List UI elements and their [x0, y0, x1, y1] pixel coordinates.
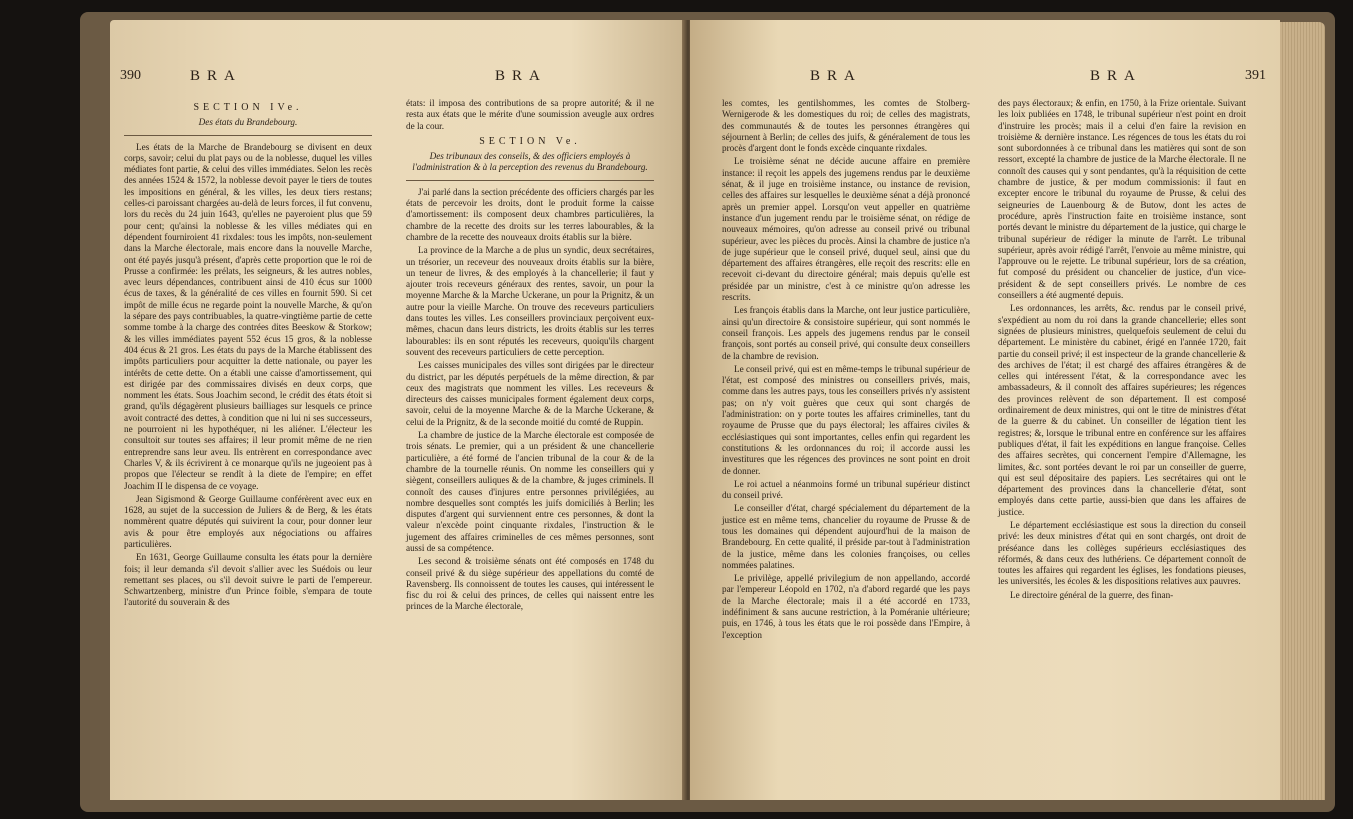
section-subtitle: Des états du Brandebourg.	[198, 117, 298, 128]
right-page-column-1	[722, 98, 970, 643]
left-page-column-1	[124, 98, 372, 611]
paragraph: Les états de la Marche de Brandebourg se divisent en deux corps, savoir; celui du plat pays ou de la noblesse, duquel les villes médiates font partie, & celui des villes immédiates. Selon les recès des années 1524 & 1572, la noblesse devoit payer le tiers de toutes les impositions en général, & les villes, les deux tiers restans; celles-ci paroissant chargées au-delà de leurs forces, il fut convenu, lors du recès du 24 juin 1643, qu'elles ne payeroient plus que 59 pour cent; qu'ainsi la noblesse & les villes médiates qui en dépendent fourniroient 41 rixdales: tous les impôts, non-seulement dans la Marche électorale, mais encore dans la nouvelle Marche, ont été payés jusqu'à présent, d'après cette proportion que le roi de Prusse a confirmée: les prélats, les seigneurs, & les autres nobles, avec leurs dépendances, contribuent ainsi de 410 écus sur 1000 écus de taxes, & la généralité de ces villes en fournit 590. Si cet impôt de mille écus ne regarde point la nouvelle Marche, & qu'on la sépare des pays contribuables, la quatre-vingtième partie de cette somme tombe à la charge des contrées dites Beeskow & Storkow; & les villes immédiates payent 552 écus 15 gros, & la noblesse 404 écus & 21 gros. Les états du pays de la Marche établissent des impôts particuliers pour acquitter la dette nationale, ou payer les intérêts de cette dette. On a établi une caisse d'amortissement, qui est dirigée par des commissaires divisés en deux corps, que nomment les états. Sous Joachim second, le crédit des états étoit si grand, qu'ils dégagèrent plusieurs bailliages sur lesquels ce prince avoit contracté des dettes, à condition que ni lui ni ses successeurs, ne pourroient ni les hypothéquer, ni les aliéner. L'électeur les consultoit sur toutes ses affaires; il leur promit même de ne rien entreprendre sans leur aveu. Ils entrèrent en correspondance avec Charles V, & ils écrivirent à ce monarque qu'ils ne jugeoient pas à propos que l'électeur se rendît à la diete de l'empire; en effet Joachim II le dispensa de ce voyage.	[124, 141, 372, 491]
paragraph: Le département ecclésiastique est sous la direction du conseil privé: les deux ministres d'état qui en sont chargés, ont droit de préséance dans les collèges supérieurs ecclésiastiques des réformés, & dans ceux des luthériens. Ce département connoît de toutes les affaires qui regardent les églises, les fondations pieuses, les universités, les écoles & les dispositions relatives aux pauvres.	[998, 519, 1246, 587]
paragraph: états: il imposa des contributions de sa propre autorité; & il ne resta aux états que le mérite d'une soumission aveugle aux ordres de la cour.	[406, 98, 654, 131]
divider	[124, 135, 372, 136]
paragraph: La chambre de justice de la Marche électorale est composée de trois sénats. Le premier, qui a un président & une chancellerie particulière, a été formé de l'ancien tribunal de la cour & de la chambre de la tournelle réunis. On nomme les conseillers qui y siègent, conseillers auliques & de la chambre, & juges criminels. Il connoît des causes d'injures entre personnes privilégiées, au nombre desquelles sont comptés les juifs domiciliés à Berlin; les disputes d'argent qui surviennent entre ces personnes, & dont la valeur n'excède point cinquante rixdales, l'instruction & le jugement des affaires criminelles de ces mêmes personnes, sont aussi de sa compétence.	[406, 430, 654, 553]
paragraph: Les second & troisième sénats ont été composés en 1748 du conseil privé & du siège supérieur des appellations du comté de Ravensberg. Ils connoissent de toutes les causes, qui intéressent le fisc du roi & celui des princes, de celles qui naissent entre les princes de la Marche électorale,	[406, 556, 654, 612]
left-page-column-2	[406, 98, 654, 615]
running-head-right-col2: BRA	[1090, 68, 1142, 84]
paragraph: Le directoire général de la guerre, des finan-	[1010, 589, 1174, 600]
page-number-left: 390	[120, 68, 141, 83]
paragraph: Les françois établis dans la Marche, ont leur justice particulière, ainsi qu'un directoire & consistoire supérieur, qui sont nommés le conseil françois. Les appels des jugemens rendus par le conseil françois, sont portés au conseil privé, qui consulte deux conseillers de la chambre de revision.	[722, 305, 970, 361]
paragraph: Les ordonnances, les arrêts, &c. rendus par le conseil privé, s'expédient au nom du roi dans la grande chancellerie; elles sont signées de plusieurs ministres, quelquefois seulement de celui du département. Le ministère du cabinet, érigé en l'année 1720, fait partie du conseil privé; il est inspecteur de la grande chancellerie & des archives de l'état; il est chargé des affaires étrangères & de celles qui intéressent l'état, & la correspondance avec les ambassadeurs, & il connoît des affaires supérieures; les régences des provinces relèvent de son département. Il est composé ordinairement de deux ministres, qui ont le titre de ministres d'état de la guerre & du cabinet. Un conseiller de légation tient les registres; &, lorsque le tribunal entre en conférence sur les affaires publiques d'état, il fait les expéditions en langue françoise. Celles des affaires secrètes, qui concernent l'empire d'Allemagne, les limites, &c. sont portées devant le roi par un conseiller de guerre, qui est seul dépositaire des papiers. Les secrétaires qui ont le département des provinces dans la chancellerie d'état, sont employés dans cette partie, aussi-bien que dans les affaires de justice.	[998, 303, 1246, 517]
section-title: SECTION IVe.	[193, 102, 303, 113]
paragraph: Le privilège, appellé privilegium de non appellando, accordé par l'empereur Léopold en 1702, n'a d'abord regardé que les pays de la Marche électorale; mais il a été accordé en 1733, indéfiniment & sans aucune restriction, à la Poméranie ultérieure; puis, en 1746, à tous les états que le roi possède dans l'Empire, à l'exception	[722, 573, 970, 640]
left-page	[110, 20, 685, 800]
paragraph: les comtes, les gentilshommes, les comtes de Stolberg-Wernigerode & les domestiques du roi; de celles des magistrats, des communautés & de toutes les personnes étrangères qui séjournent à Berlin; de celles des juifs, & généralement de tous les procès d'argent dont le fonds excède cinquante rixdales.	[722, 98, 970, 154]
right-page	[690, 20, 1280, 800]
section-title: SECTION Ve.	[479, 135, 581, 147]
paragraph: Le roi actuel a néanmoins formé un tribunal supérieur distinct du conseil privé.	[722, 478, 970, 501]
section-subtitle: Des tribunaux des conseils, & des officiers employés à l'administration & à la perception des revenus du Brandebourg.	[412, 151, 648, 173]
running-head-right-col1: BRA	[810, 68, 862, 84]
paragraph: En 1631, George Guillaume consulta les états pour la dernière fois; il leur demanda s'il devoit s'allier avec les Suédois ou leur remettant ses places, ou s'il devoit suivre le parti de l'empereur. Schwartzenberg, ministre d'un Prince foible, s'empara de toute l'autorité du souverain & des	[124, 552, 372, 608]
page-edges	[1280, 22, 1325, 800]
running-head-left-col1: BRA	[190, 68, 242, 84]
paragraph: Les caisses municipales des villes sont dirigées par le directeur du district, par les députés perpétuels de la même direction, & par ceux des magistrats que nomment les villes. Les receveurs & directeurs des caisses municipales forment également deux corps, savoir, celui de la moyenne Marche & de la Marche Uckerane, & celui de la Prignitz, & de la seconde moitié du comté de Ruppin.	[406, 360, 654, 427]
paragraph: Jean Sigismond & George Guillaume conférèrent avec eux en 1628, au sujet de la succession de Juliers & de Berg, & les états nommèrent quatre députés qui suivirent la cour, pour donner leur avis & pour être employés aux négociations ou affaires particulières.	[124, 493, 372, 549]
paragraph: Le troisième sénat ne décide aucune affaire en première instance: il reçoit les appels des jugemens rendus par le deuxième sénat, & il juge en troisième instance, ou instance de revision, celles des affaires sur lesquelles le deuxième sénat a déjà prononcé après un premier appel. Lorsqu'on veut appeller en quatrième instance d'un jugement rendu par le troisième sénat, on rédige de nouveaux mémoires, qu'on adresse au conseil privé ou tribunal supérieur, avec les pièces du procès. Ainsi la chambre de justice n'a de juge supérieur que le conseil privé, duquel seul, ainsi que du département des affaires étrangères, elle reçoit des rescrits: elle en recevoit ci-devant du directoire général; mais depuis qu'elle est présidée par un ministre, c'est à ce ministre qu'on adresse les rescrits.	[722, 156, 970, 303]
right-page-column-2	[998, 98, 1246, 603]
paragraph: des pays électoraux; & enfin, en 1750, à la Frize orientale. Suivant les loix publiées en 1748, le tribunal supérieur n'est point en droit d'instruire les procès; mais il a celui d'en faire la revision en troisième & dernière instance. Les régences de tous les états du roi sont subordonnées à ce tribunal dans les matières qui sont de son ressort, excepté la chambre de justice de la Marche électorale. Il ne connoît des causes qui y sont pendantes, qu'à la réquisition de cette chambre de justice, & per modum commissionis: il faut en excepter encore le tribunal du royaume de Prusse, & celui des seigneuries de Lauenbourg & de Butow, dont les actes de procédure, après l'instruction faite en troisième instance, sont portés devant le ministre du département de la justice, qui charge le tribunal supérieur de rédiger la minute de l'arrêt. Le tribunal supérieur, après avoir rédigé l'arrêt, l'envoie au même ministre, qui l'approuve ou le rejette. Le tribunal supérieur, lors de sa création, fut composé du président ou chancelier de justice, d'un vice-président & de sept conseillers privés. Le nombre de ces conseillers a été augmenté depuis.	[998, 98, 1246, 301]
page-number-right: 391	[1245, 68, 1266, 83]
paragraph: J'ai parlé dans la section précédente des officiers chargés par les états de percevoir les droits, dont le produit forme la caisse d'amortissement: ils composent deux chambres particulières, la chambre de la recette des droits sur les terres labourables, & la chambre de la recette des nouveaux droits établis sur la bière.	[406, 186, 654, 242]
paragraph: La province de la Marche a de plus un syndic, deux secrétaires, un trésorier, un receveur des nouveaux droits établis sur la bière, un teneur de livres, & des employés à la chancellerie; il faut y ajouter trois receveurs généraux des rentes, savoir, un pour la moyenne Marche & la Marche Uckerane, un pour la Prignitz, & un autre pour la vieille Marche. On trouve des receveurs particuliers dans toutes les villes. Les conseillers provinciaux perçoivent eux-mêmes, chacun dans leurs districts, les droits établis sur les terres labourables: ils en sont réputés les receveurs, quoiqu'ils chargent souvent des receveurs particuliers de cette perception.	[406, 245, 654, 357]
paragraph: Le conseil privé, qui est en même-temps le tribunal supérieur de l'état, est composé des ministres ou conseillers privés, mais, comme dans les autres pays, tous les conseillers privés n'y assistent pas; on n'y voit guères que ceux qui sont chargés de l'administration: on y porte toutes les affaires criminelles, tant du royaume de Prusse que du pays électoral; les affaires civiles & ecclésiastiques qui sont importantes, celles enfin qui regardent les constitutions & les ordonnances du roi; il accorde aussi les investitures que les régences des provinces ne sont point en droit de donner.	[722, 363, 970, 476]
running-head-left-col2: BRA	[495, 68, 547, 84]
paragraph: Le conseiller d'état, chargé spécialement du département de la justice est en même tems, chancelier du royaume de Prusse & de tous les domaines qui dépendent aujourd'hui de la maison de Brandebourg. En cette qualité, il préside par-tout à l'administration de la justice, même dans les colonies françoises, ou celles nommées palatines.	[722, 503, 970, 570]
divider	[406, 180, 654, 181]
